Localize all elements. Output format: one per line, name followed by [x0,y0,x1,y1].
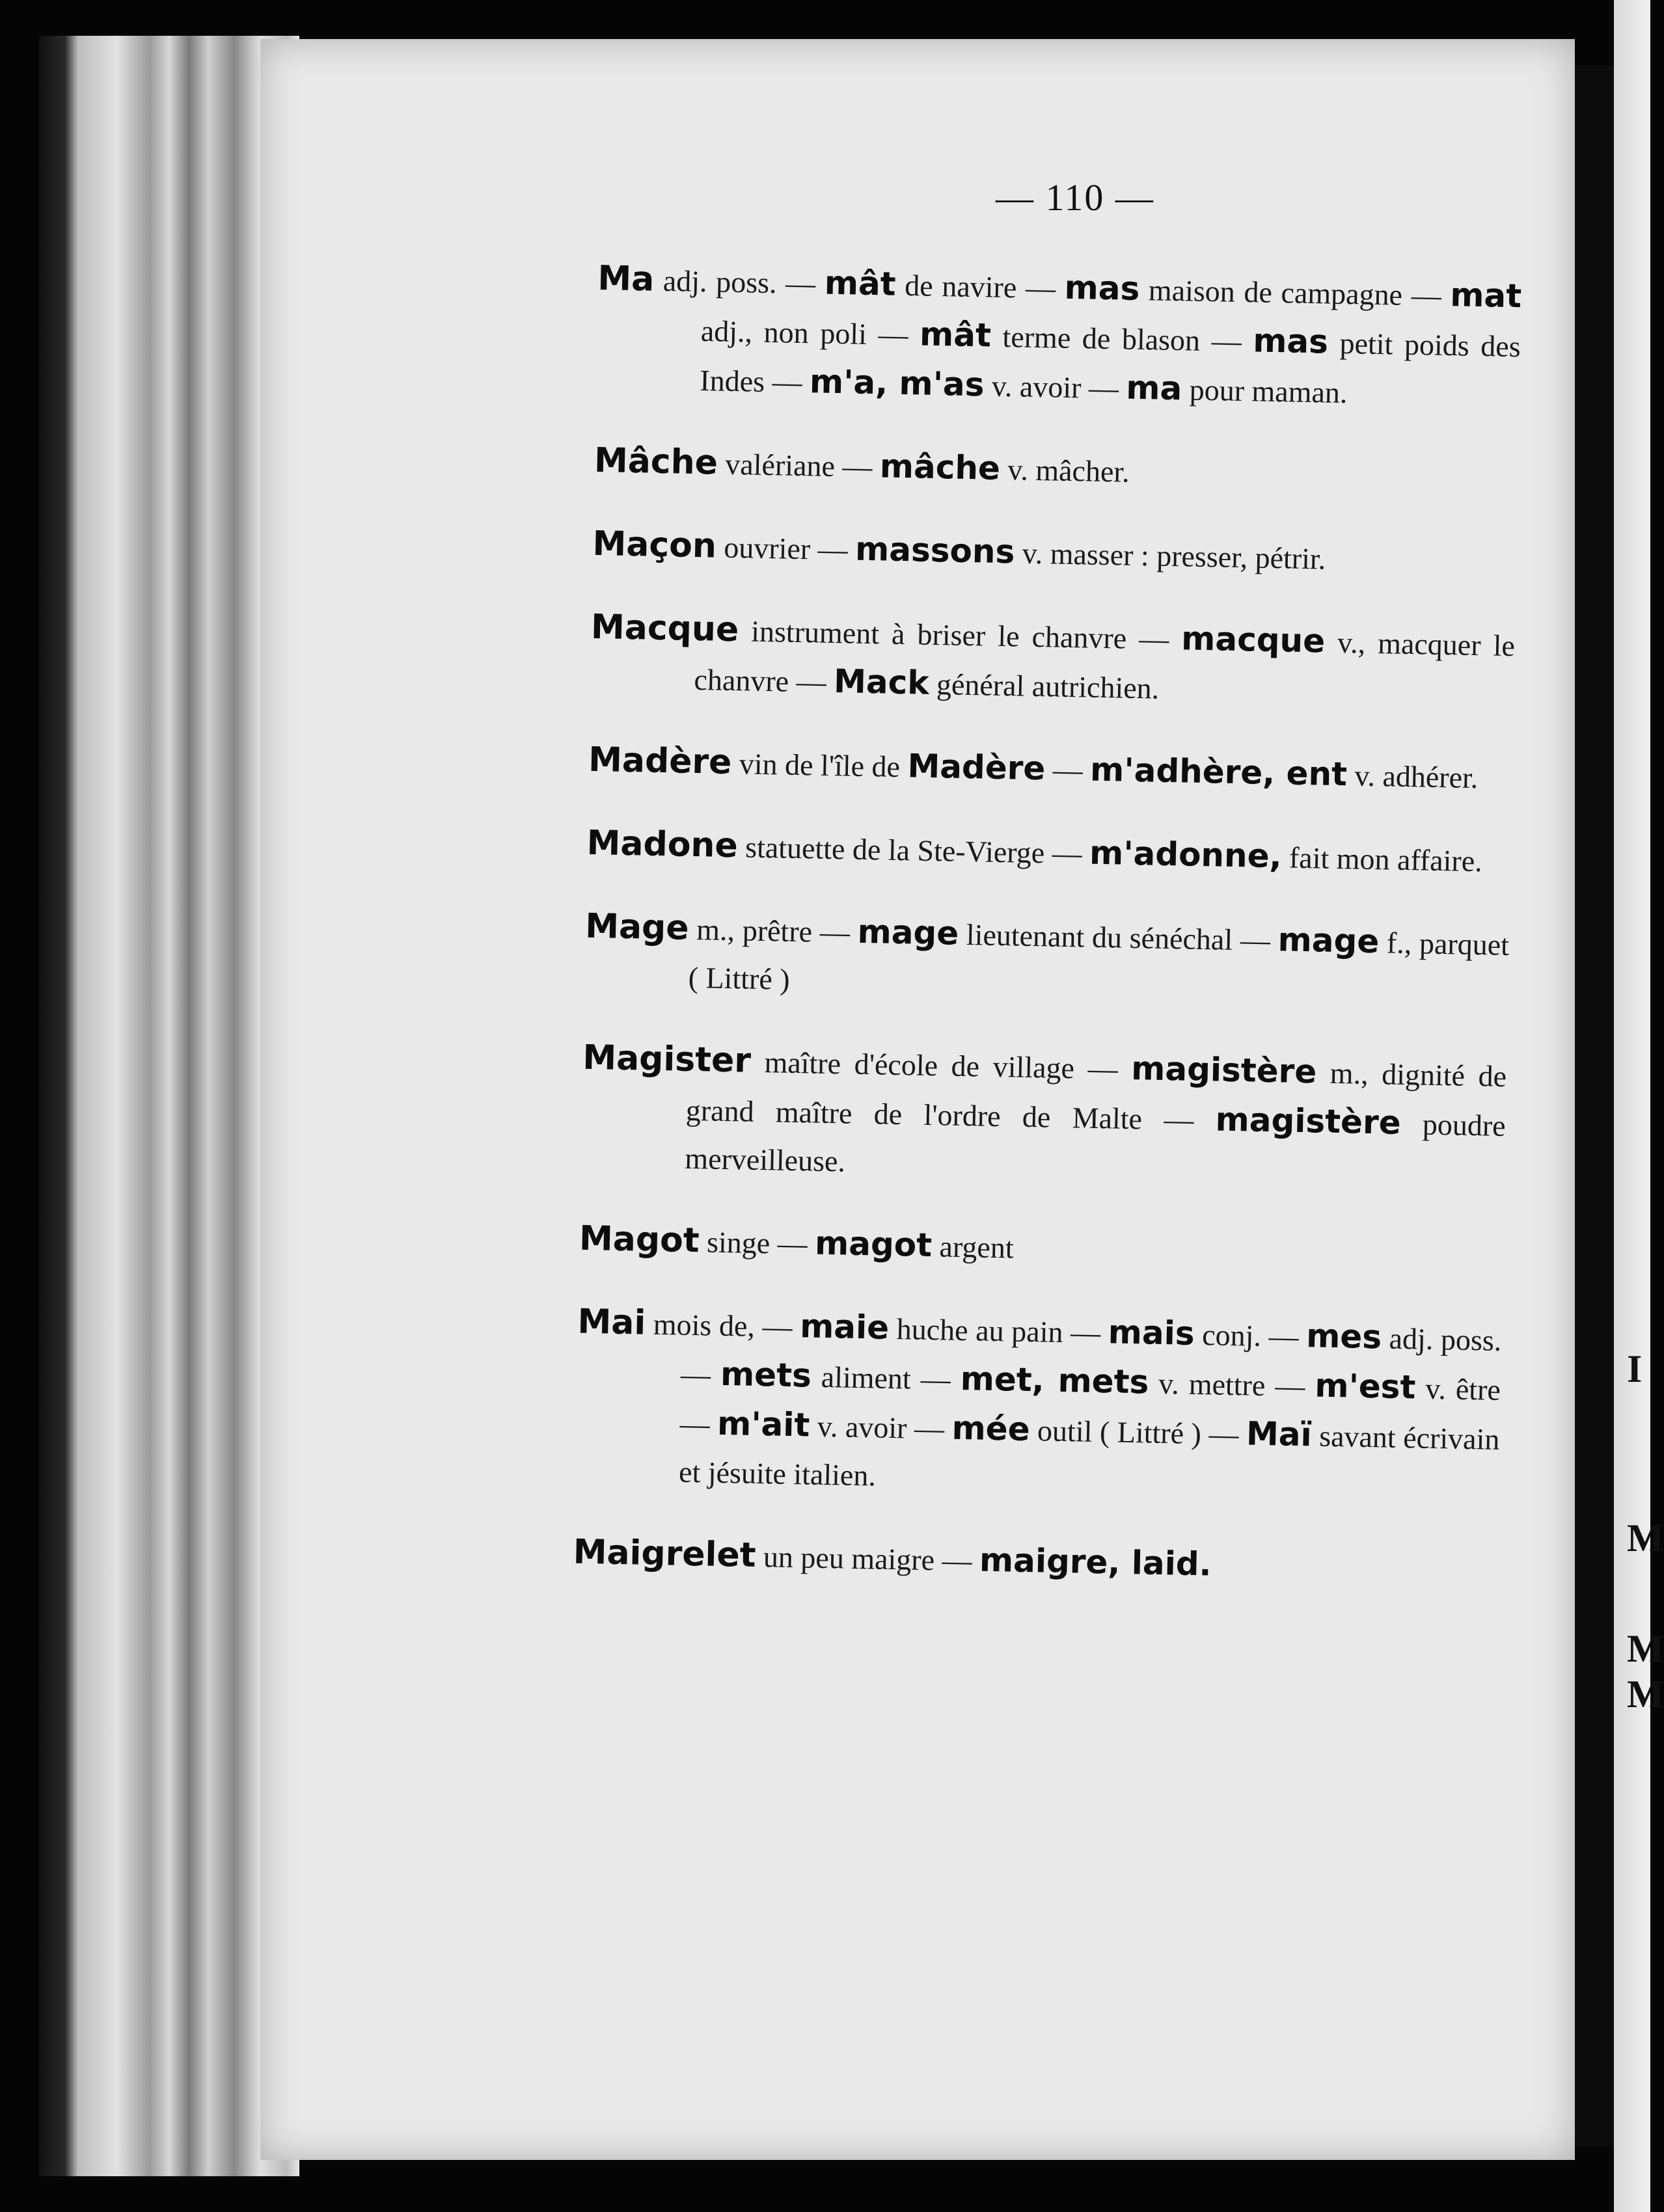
headword: Magot [579,1219,700,1261]
margin-letter: M [1627,1673,1664,1716]
homophone: mât [919,315,992,355]
homophone: m'est [1314,1366,1416,1407]
homophone: Madère [907,747,1046,788]
definition-text: de navire — [895,268,1065,305]
entry-macon [592,520,1517,587]
entry-madere [588,736,1512,803]
definition-text: m., dignité de grand maître de l'ordre de Malte — [685,1056,1507,1137]
adjacent-page-edge [1614,0,1664,2212]
definition-text: outil ( Littré ) — [1030,1414,1247,1451]
entry-maigrelet [573,1528,1497,1595]
definition-text: adj., non poli — [700,314,920,352]
margin-letter: M [1627,1627,1664,1670]
homophone: m'a, m'as [809,362,985,404]
homophone: mâche [879,447,1001,487]
definition-text: fait mon affaire. [1281,841,1483,878]
definition-text: mois de, — [645,1307,800,1344]
definition-text: ouvrier — [716,530,856,567]
homophone: mes [1305,1317,1382,1356]
headword: Ma [597,258,655,299]
definition-text: v. avoir — [983,369,1126,405]
definition-text: un peu maigre — [755,1540,980,1578]
homophone: mée [951,1409,1031,1449]
definition-text: v. avoir — [809,1409,953,1446]
entry-magister [580,1034,1507,1198]
homophone: maie [799,1307,890,1347]
homophone: met, mets [960,1360,1149,1401]
definition-text: valériane — [717,447,880,484]
definition-text: conj. — [1194,1317,1307,1354]
headword: Macque [590,607,739,650]
definition-text: v. être — [679,1371,1501,1441]
page-gutter-shadow [1575,65,1614,2147]
entry-ma [595,254,1522,420]
entry-mai [575,1298,1503,1512]
entry-madone [586,819,1511,886]
page-number: — 110 — [996,176,1154,219]
homophone: magistère [1130,1049,1317,1091]
definition-text: aliment — [811,1360,961,1396]
definition-text: — [1044,753,1091,787]
homophone: magistère [1215,1100,1402,1142]
entry-mache [593,437,1518,504]
margin-letter: I [1627,1347,1643,1390]
homophone: magot [814,1224,933,1265]
homophone: mas [1064,268,1140,308]
definition-text: pour maman. [1181,373,1348,410]
homophone: mets [720,1355,812,1395]
definition-text: savant écrivain et jésuite italien. [678,1419,1500,1492]
definition-text: v. mâcher. [1000,452,1130,489]
homophone: ma [1125,368,1182,408]
definition-text: poudre merveilleuse. [684,1107,1507,1178]
definition-text: maison de campagne — [1139,273,1451,313]
definition-text: instrument à briser le chanvre — [738,614,1182,656]
homophone: Mack [833,662,930,702]
homophone: Maï [1246,1414,1313,1454]
definition-text: vin de l'île de [731,747,908,784]
definition-text: terme de blason — [990,319,1253,358]
homophone: macque [1180,619,1326,660]
definition-text: argent [931,1230,1015,1265]
dictionary-entries [572,224,1523,1629]
headword: Mai [577,1302,646,1343]
definition-text: maître d'école de village — [750,1045,1132,1086]
definition-text: adj. poss. — [680,1321,1502,1392]
homophone: m'adonne, [1089,833,1283,876]
homophone: maigre, laid. [979,1541,1212,1584]
definition-text: v., macquer le chanvre — [694,625,1516,699]
definition-text: adj. poss. — [653,263,825,301]
definition-text: v. masser : presser, pétrir. [1014,536,1326,576]
homophone: massons [854,530,1015,571]
entry-macque [590,603,1516,720]
homophone: m'adhère, ent [1089,750,1348,794]
headword: Maigrelet [573,1532,757,1576]
homophone: m'ait [716,1404,810,1444]
definition-text: statuette de la Ste-Vierge — [737,830,1090,870]
headword: Mâche [593,440,718,483]
definition-text: lieutenant du sénéchal — [958,917,1279,958]
definition-text: m., prêtre — [689,912,858,949]
headword: Magister [582,1038,752,1081]
headword: Mage [584,906,690,948]
definition-text: petit poids des Indes — [699,326,1521,399]
definition-text: f., parquet ( Littré ) [688,926,1510,996]
definition-text: singe — [699,1225,815,1261]
headword: Madère [588,740,732,783]
entry-mage [584,902,1510,1018]
entry-magot [579,1215,1503,1282]
headword: Madone [586,823,739,866]
homophone: mât [824,263,897,303]
margin-letter: M [1627,1517,1664,1559]
definition-text: général autrichien. [929,667,1160,705]
homophone: mat [1449,276,1522,316]
definition-text: huche au pain — [888,1312,1109,1350]
headword: Maçon [592,524,717,566]
definition-text: v. adhérer. [1346,759,1479,795]
homophone: mage [857,912,959,952]
homophone: mais [1108,1313,1195,1353]
homophone: mas [1252,321,1329,361]
definition-text: v. mettre — [1148,1366,1315,1403]
homophone: mage [1277,921,1380,961]
